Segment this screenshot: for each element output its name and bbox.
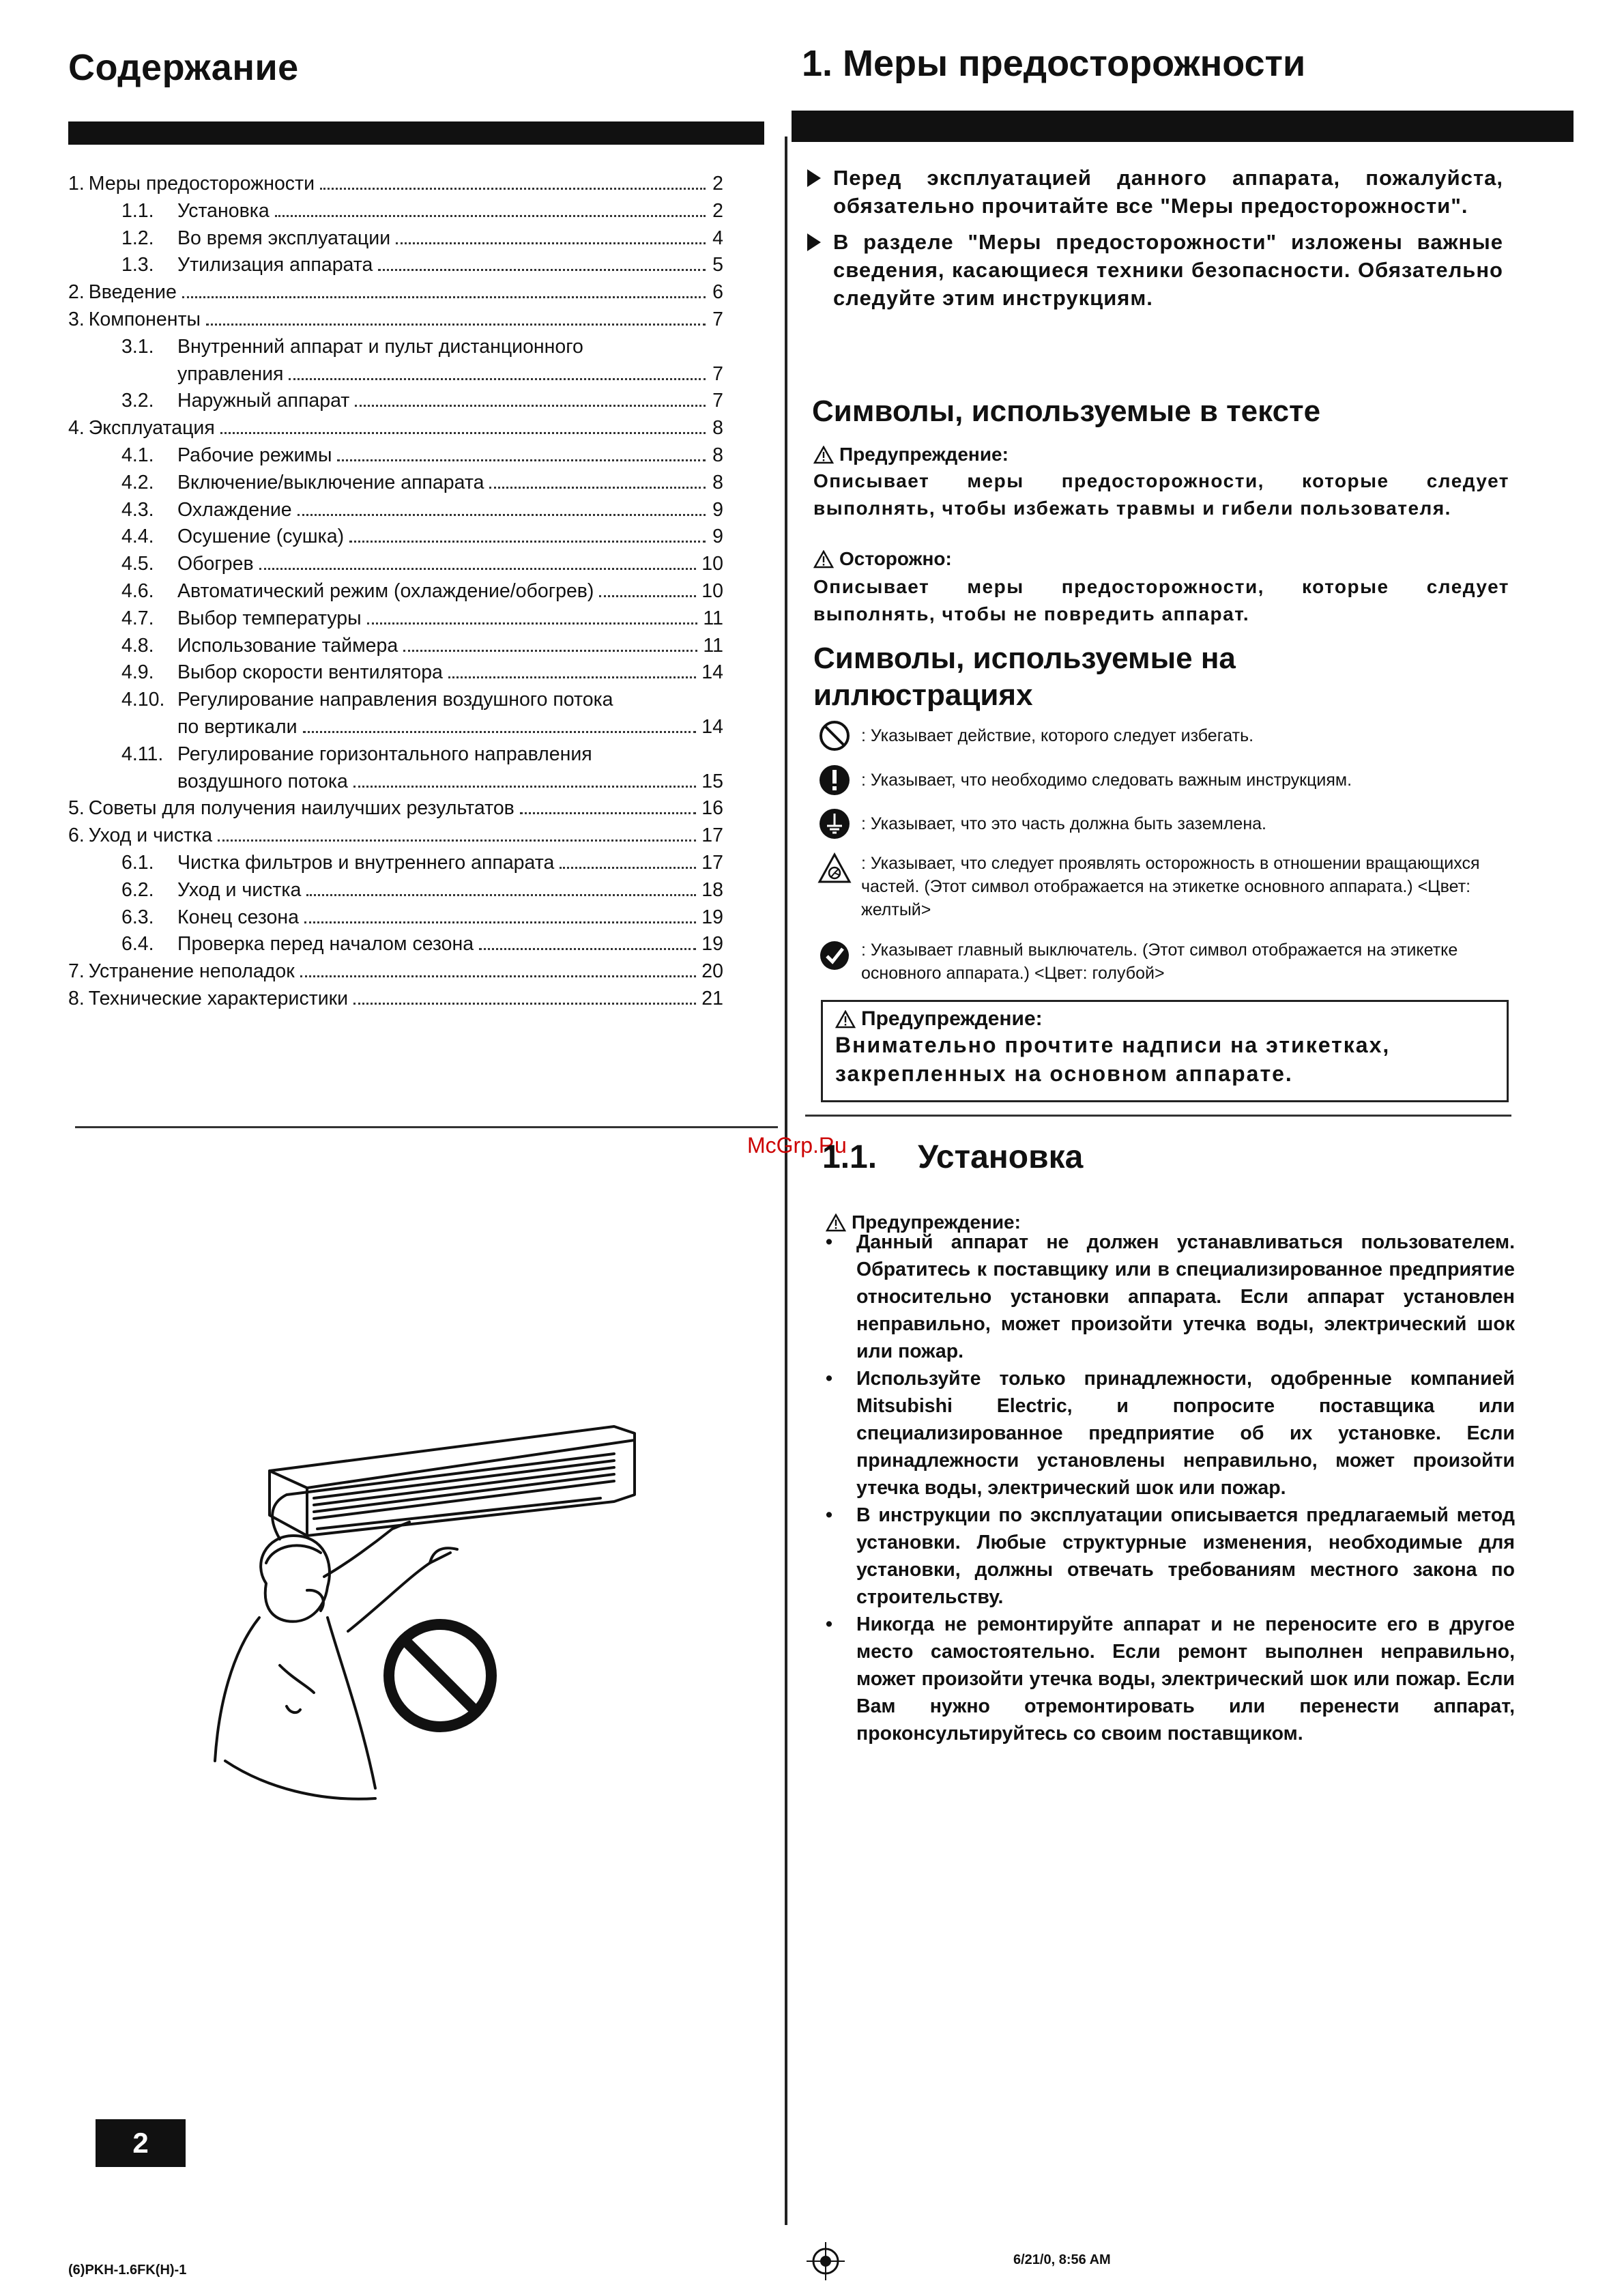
toc-leader	[367, 622, 698, 625]
toc-entry-page: 10	[701, 553, 723, 575]
rotating-parts-icon	[817, 852, 852, 886]
toc-entry-page: 5	[712, 254, 723, 276]
toc-entry-page: 11	[703, 634, 723, 657]
toc-entry	[68, 472, 723, 499]
toc-entry-page: 7	[712, 362, 723, 385]
toc-entry-page: 14	[701, 715, 723, 738]
symbols-illus-heading-line: Символы, используемые на	[813, 642, 1236, 675]
toc-leader	[353, 786, 696, 788]
toc-leader	[275, 215, 706, 217]
toc-entry-page: 8	[712, 417, 723, 440]
toc-entry-text: Уход и чистка	[88, 824, 213, 847]
toc-entry-page: 17	[701, 851, 723, 874]
toc-entry-page: 20	[701, 960, 723, 983]
caution-label-text: Осторожно:	[839, 548, 952, 569]
toc-leader	[353, 1003, 696, 1005]
table-of-contents	[68, 173, 723, 1015]
toc-entry	[68, 417, 723, 444]
toc-leader	[300, 975, 697, 977]
toc-entry-text: Выбор скорости вентилятора	[177, 661, 443, 684]
toc-entry	[68, 879, 723, 906]
divider-left	[75, 1126, 778, 1128]
toc-leader	[448, 676, 696, 678]
toc-leader	[298, 514, 706, 516]
list-item-text: Данный аппарат не должен устанавливаться пользователем. Обратитесь к поставщику или в специализированное предприятие относительно установки аппарата. Если аппарат установлен неправильно, может произойти утечка воды, электрический шок или пожар.	[856, 1231, 1515, 1362]
warning-triangle-icon	[813, 446, 834, 464]
toc-entry-text: Обогрев	[177, 553, 254, 575]
toc-entry-number: 1.	[68, 173, 85, 195]
toc-entry-page: 7	[712, 390, 723, 412]
registration-mark-icon	[805, 2241, 846, 2282]
toc-leader	[489, 487, 706, 489]
intro-note-text: Перед эксплуатацией данного аппарата, пожалуйста, обязательно прочитайте все "Меры предосторожности".	[833, 166, 1503, 218]
toc-entry-page: 19	[701, 933, 723, 956]
toc-entry	[68, 281, 723, 308]
symbol-row	[817, 807, 1520, 841]
list-item: • В инструкции по эксплуатации описывается предлагаемый метод установки. Любые структурные изменения, необходимые для установки, должны отвечать требованиям местного закона по строительству.	[826, 1502, 1515, 1611]
toc-entry-text: Компоненты	[88, 308, 201, 330]
warning-box-label-text: Предупреждение:	[861, 1007, 1043, 1030]
toc-entry-page: 14	[701, 661, 723, 684]
toc-entry-number: 4.	[68, 417, 85, 440]
toc-leader	[220, 432, 706, 434]
toc-leader	[378, 269, 706, 271]
toc-entry-text-cont: управления	[177, 362, 284, 385]
toc-leader	[520, 812, 696, 814]
toc-entry-text: Во время эксплуатации	[177, 227, 391, 249]
toc-entry	[68, 499, 723, 526]
list-item: • Данный аппарат не должен устанавливаться пользователем. Обратитесь к поставщику или в специализированное предприятие относительно установки аппарата. Если аппарат установлен неправильно, может произойти утечка воды, электрический шок или пожар.	[826, 1229, 1515, 1365]
toc-entry	[68, 906, 723, 934]
toc-entry-number: 4.5.	[121, 553, 154, 575]
toc-entry	[68, 390, 723, 417]
toc-leader	[306, 894, 696, 896]
toc-entry	[68, 227, 723, 255]
list-item-text: В инструкции по эксплуатации описывается предлагаемый метод установки. Любые структурные изменения, необходимые для установки, должны отвечать требованиям местного закона по строительству.	[856, 1504, 1515, 1608]
section-title: 1. Меры предосторожности	[802, 43, 1306, 84]
toc-leader	[218, 840, 696, 842]
prohibition-icon	[817, 719, 852, 753]
toc-entry	[68, 526, 723, 553]
toc-entry-page: 19	[701, 906, 723, 928]
toc-entry	[68, 553, 723, 580]
toc-leader	[396, 242, 706, 244]
symbol-text: : Указывает, что следует проявлять осторожность в отношении вращающихся частей. (Этот символ отображается на этикетке основного аппарата.) <Цвет: желтый>	[861, 854, 1480, 919]
footer-doc-code: (6)PKH-1.6FK(H)-1	[68, 2263, 187, 2278]
toc-entry	[68, 200, 723, 227]
toc-entry	[68, 689, 723, 743]
symbol-row	[817, 763, 1520, 797]
toc-entry-text: Использование таймера	[177, 634, 398, 657]
warning-description: Описывает меры предосторожности, которые следует выполнять, чтобы избежать травмы и гибели пользователя.	[813, 470, 1509, 519]
arrow-icon	[807, 233, 821, 251]
toc-entry	[68, 852, 723, 879]
mandatory-icon	[817, 763, 852, 797]
toc-entry	[68, 988, 723, 1015]
toc-leader	[599, 595, 696, 597]
toc-entry-page: 7	[712, 308, 723, 330]
toc-entry	[68, 960, 723, 988]
intro-note	[807, 228, 1503, 312]
subsection-number: 1.1.	[822, 1139, 878, 1175]
toc-entry-page: 21	[701, 987, 723, 1009]
list-item-text: Используйте только принадлежности, одобренные компанией Mitsubishi Electric, и попросите поставщика или специализированное предприятие об их установке. Если принадлежности установлены неправильно, может произойти утечка воды, электрический шок или пожар.	[856, 1368, 1515, 1499]
toc-entry-number: 1.3.	[121, 254, 154, 276]
toc-entry-number: 3.2.	[121, 390, 154, 412]
intro-note-text: В разделе "Меры предосторожности" изложены важные сведения, касающиеся техники безопасности. Обязательно следуйте этим инструкциям.	[833, 230, 1503, 310]
warning-triangle-icon	[835, 1010, 856, 1029]
header-rule-right	[792, 111, 1574, 142]
caution-label	[813, 548, 952, 570]
installation-prohibited-illustration	[205, 1406, 655, 1829]
toc-entry-text: Внутренний аппарат и пульт дистанционного	[177, 335, 583, 358]
warning-box	[821, 1000, 1509, 1102]
list-item-text: Никогда не ремонтируйте аппарат и не переносите его в другое место самостоятельно. Если ремонт выполнен неправильно, может произойти утечка воды, электрический шок или пожар. Если Вам нужно отремонтировать или перенести аппарат, проконсультируйтесь со своим поставщиком.	[856, 1613, 1515, 1745]
toc-entry-text: Охлаждение	[177, 498, 292, 521]
toc-entry-page: 4	[712, 227, 723, 249]
toc-entry-number: 6.	[68, 824, 85, 847]
toc-entry-text: Конец сезона	[177, 906, 299, 928]
toc-leader	[303, 731, 697, 733]
toc-leader	[560, 867, 696, 869]
warning-box-label	[835, 1007, 1494, 1031]
toc-entry-page: 6	[712, 281, 723, 304]
installation-warnings	[826, 1229, 1515, 1747]
toc-entry	[68, 607, 723, 635]
symbol-text: : Указывает главный выключатель. (Этот символ отображается на этикетке основного аппарата.) <Цвет: голубой>	[861, 941, 1458, 983]
toc-entry-text: Регулирование горизонтального направления	[177, 743, 592, 765]
toc-entry-number: 4.2.	[121, 471, 154, 493]
toc-entry-page: 2	[712, 173, 723, 195]
list-item: • Никогда не ремонтируйте аппарат и не переносите его в другое место самостоятельно. Если ремонт выполнен неправильно, может произойти утечка воды, электрический шок или пожар. Если Вам нужно отремонтировать или перенести аппарат, проконсультируйтесь со своим поставщиком.	[826, 1611, 1515, 1747]
subsection-title	[822, 1138, 1083, 1176]
toc-entry	[68, 824, 723, 852]
toc-entry-text: Советы для получения наилучших результатов	[88, 797, 514, 820]
toc-entry	[68, 797, 723, 824]
toc-leader	[289, 378, 706, 380]
toc-entry-text: Автоматический режим (охлаждение/обогрев)	[177, 579, 594, 602]
toc-entry-number: 6.1.	[121, 851, 154, 874]
symbols-text-heading: Символы, используемые в тексте	[812, 394, 1321, 428]
header-rule-left	[68, 121, 764, 145]
toc-entry-page: 2	[712, 199, 723, 222]
toc-entry-text: Выбор температуры	[177, 607, 362, 629]
warning-label	[813, 444, 1009, 465]
toc-entry-number: 1.1.	[121, 199, 154, 222]
symbol-text: : Указывает, что необходимо следовать важным инструкциям.	[861, 771, 1352, 790]
toc-entry-text-cont: по вертикали	[177, 715, 298, 738]
toc-entry-number: 7.	[68, 960, 85, 983]
toc-entry-number: 6.3.	[121, 906, 154, 928]
toc-entry-number: 4.9.	[121, 661, 154, 684]
ground-icon	[817, 807, 852, 841]
warning-label-text: Предупреждение:	[839, 444, 1009, 465]
toc-entry-page: 10	[701, 579, 723, 602]
toc-entry	[68, 336, 723, 390]
toc-entry-number: 8.	[68, 987, 85, 1009]
subsection-title-text: Установка	[918, 1139, 1084, 1175]
toc-entry-number: 1.2.	[121, 227, 154, 249]
toc-entry-text-cont: воздушного потока	[177, 770, 348, 792]
toc-entry-number: 3.1.	[121, 335, 154, 358]
toc-entry-page: 8	[712, 444, 723, 466]
toc-entry-number: 5.	[68, 797, 85, 820]
page-number: 2	[96, 2119, 186, 2167]
toc-entry-text: Утилизация аппарата	[177, 254, 373, 276]
toc-entry-page: 16	[701, 797, 723, 820]
intro-notes	[807, 164, 1503, 320]
toc-title: Содержание	[68, 47, 299, 88]
toc-entry-text: Введение	[88, 281, 177, 304]
toc-leader	[349, 541, 706, 543]
toc-leader	[479, 948, 696, 950]
toc-leader	[403, 650, 697, 652]
toc-entry	[68, 933, 723, 960]
toc-entry-text: Устранение неполадок	[88, 960, 295, 983]
toc-leader	[206, 324, 706, 326]
caution-triangle-icon	[813, 550, 834, 569]
divider-right	[805, 1115, 1511, 1117]
toc-entry-text: Наружный аппарат	[177, 390, 350, 412]
footer-timestamp: 6/21/0, 8:56 AM	[1013, 2252, 1111, 2267]
toc-entry-number: 2.	[68, 281, 85, 304]
toc-leader	[182, 296, 706, 298]
list-item: • Используйте только принадлежности, одобренные компанией Mitsubishi Electric, и попросите поставщика или специализированное предприятие об их установке. Если принадлежности установлены неправильно, может произойти утечка воды, электрический шок или пожар.	[826, 1365, 1515, 1502]
toc-leader	[355, 405, 706, 407]
toc-entry	[68, 743, 723, 798]
symbol-row	[817, 938, 1517, 985]
toc-entry-number: 3.	[68, 308, 85, 330]
toc-entry-number: 4.4.	[121, 526, 154, 548]
main-switch-icon	[817, 938, 852, 973]
toc-entry	[68, 308, 723, 336]
toc-entry	[68, 580, 723, 607]
symbols-illus-heading	[813, 640, 1236, 714]
arrow-icon	[807, 169, 821, 187]
toc-entry-number: 6.2.	[121, 878, 154, 901]
toc-entry-number: 6.4.	[121, 933, 154, 956]
toc-entry-page: 11	[703, 607, 723, 629]
toc-entry-number: 4.1.	[121, 444, 154, 466]
warning-box-text: Внимательно прочтите надписи на этикетках, закрепленных на основном аппарате.	[835, 1033, 1391, 1086]
toc-entry-number: 4.11.	[121, 743, 164, 765]
toc-entry-text: Регулирование направления воздушного потока	[177, 689, 613, 711]
symbol-row	[817, 719, 1520, 753]
watermark: McGrp.Ru	[747, 1133, 847, 1158]
toc-entry-text: Включение/выключение аппарата	[177, 471, 484, 493]
symbol-text: : Указывает, что это часть должна быть заземлена.	[861, 814, 1266, 833]
toc-leader	[259, 568, 697, 570]
toc-entry-page: 9	[712, 526, 723, 548]
caution-description: Описывает меры предосторожности, которые следует выполнять, чтобы не повредить аппарат.	[813, 576, 1509, 625]
toc-entry-text: Чистка фильтров и внутреннего аппарата	[177, 851, 555, 874]
toc-leader	[320, 188, 706, 190]
toc-entry-page: 18	[701, 878, 723, 901]
toc-entry-text: Уход и чистка	[177, 878, 302, 901]
toc-entry-page: 9	[712, 498, 723, 521]
toc-entry	[68, 254, 723, 281]
toc-entry-text: Эксплуатация	[88, 417, 215, 440]
toc-leader	[337, 459, 706, 461]
toc-entry-number: 4.3.	[121, 498, 154, 521]
toc-entry-text: Рабочие режимы	[177, 444, 332, 466]
toc-entry-number: 4.10.	[121, 689, 165, 711]
toc-entry	[68, 173, 723, 200]
toc-entry-number: 4.8.	[121, 634, 154, 657]
toc-entry-page: 15	[701, 770, 723, 792]
toc-entry-text: Технические характеристики	[88, 987, 349, 1009]
toc-entry-page: 8	[712, 471, 723, 493]
toc-entry	[68, 661, 723, 689]
toc-entry	[68, 444, 723, 472]
toc-entry-text: Проверка перед началом сезона	[177, 933, 474, 956]
section-warning-label-text: Предупреждение:	[852, 1211, 1021, 1233]
symbol-row	[817, 852, 1517, 921]
toc-entry-text: Осушение (сушка)	[177, 526, 345, 548]
symbols-illus-heading-line: иллюстрациях	[813, 678, 1033, 712]
toc-entry-text: Меры предосторожности	[88, 173, 315, 195]
toc-entry-number: 4.7.	[121, 607, 154, 629]
toc-entry	[68, 635, 723, 662]
toc-entry-text: Установка	[177, 199, 270, 222]
symbol-text: : Указывает действие, которого следует избегать.	[861, 726, 1254, 745]
intro-note	[807, 164, 1503, 220]
toc-entry-page: 17	[701, 824, 723, 847]
column-divider	[785, 137, 787, 2225]
toc-leader	[304, 921, 696, 923]
toc-entry-number: 4.6.	[121, 579, 154, 602]
